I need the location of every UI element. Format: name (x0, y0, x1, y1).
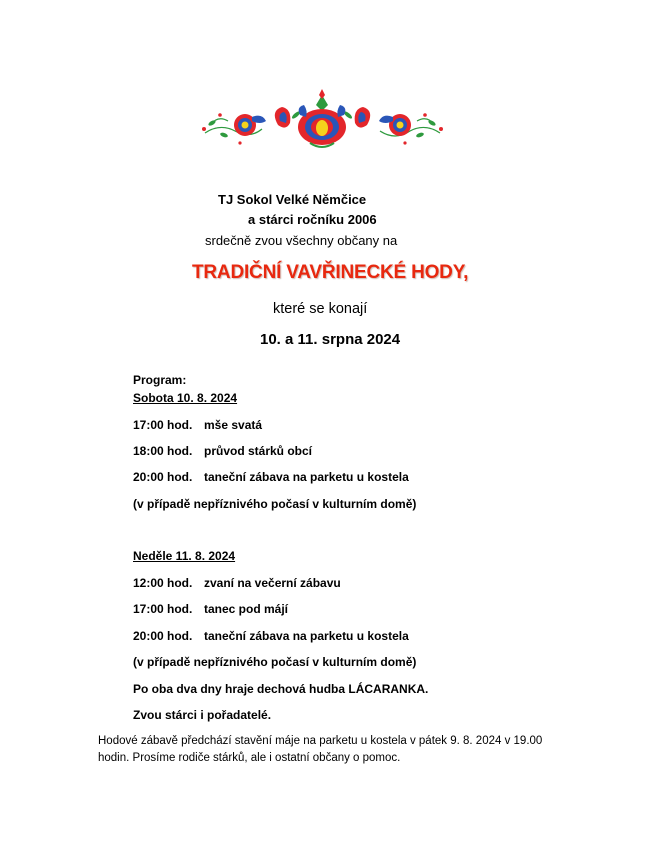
program-time: 17:00 hod. (133, 602, 193, 616)
program-event: zvaní na večerní zábavu (204, 576, 341, 590)
program-row (133, 602, 288, 616)
program-time: 12:00 hod. (133, 576, 193, 590)
saturday-title: Sobota 10. 8. 2024 (133, 391, 238, 405)
program-row (133, 444, 312, 458)
program-row (133, 576, 341, 590)
program-time: 20:00 hod. (133, 629, 193, 643)
organizer-line-1: TJ Sokol Velké Němčice (218, 192, 367, 207)
program-event: mše svatá (204, 418, 263, 432)
event-headline: TRADIČNÍ VAVŘINECKÉ HODY, (192, 262, 469, 283)
sunday-title: Neděle 11. 8. 2024 (133, 549, 236, 563)
program-event: taneční zábava na parketu u kostela (204, 629, 409, 643)
program-event: taneční zábava na parketu u kostela (204, 470, 409, 484)
program-time: 17:00 hod. (133, 418, 193, 432)
program-row (133, 629, 409, 643)
program-time: 20:00 hod. (133, 470, 193, 484)
event-subline: které se konají (273, 301, 368, 317)
folk-ornament-icon (200, 85, 445, 155)
program-time: 18:00 hod. (133, 444, 193, 458)
program-row (133, 470, 409, 484)
program-row (133, 418, 262, 432)
program-label: Program: (133, 373, 187, 387)
hosts-note: Zvou stárci i pořadatelé. (133, 708, 272, 722)
event-dates: 10. a 11. srpna 2024 (260, 331, 401, 348)
sunday-weather-note: (v případě nepříznivého počasí v kulturním domě) (133, 655, 417, 669)
saturday-weather-note: (v případě nepříznivého počasí v kulturním domě) (133, 497, 417, 511)
music-note: Po oba dva dny hraje dechová hudba LÁCARANKA. (133, 682, 429, 696)
program-event: průvod stárků obcí (204, 444, 313, 458)
footer-note: Hodové zábavě předchází stavění máje na parketu u kostela v pátek 9. 8. 2024 v 19.00 hodin. Prosíme rodiče stárků, ale i ostatní občany o pomoc. (98, 735, 543, 764)
invitation-text: srdečně zvou všechny občany na (205, 233, 398, 248)
program-event: tanec pod májí (204, 602, 289, 616)
organizer-line-2: a stárci ročníku 2006 (248, 212, 377, 227)
